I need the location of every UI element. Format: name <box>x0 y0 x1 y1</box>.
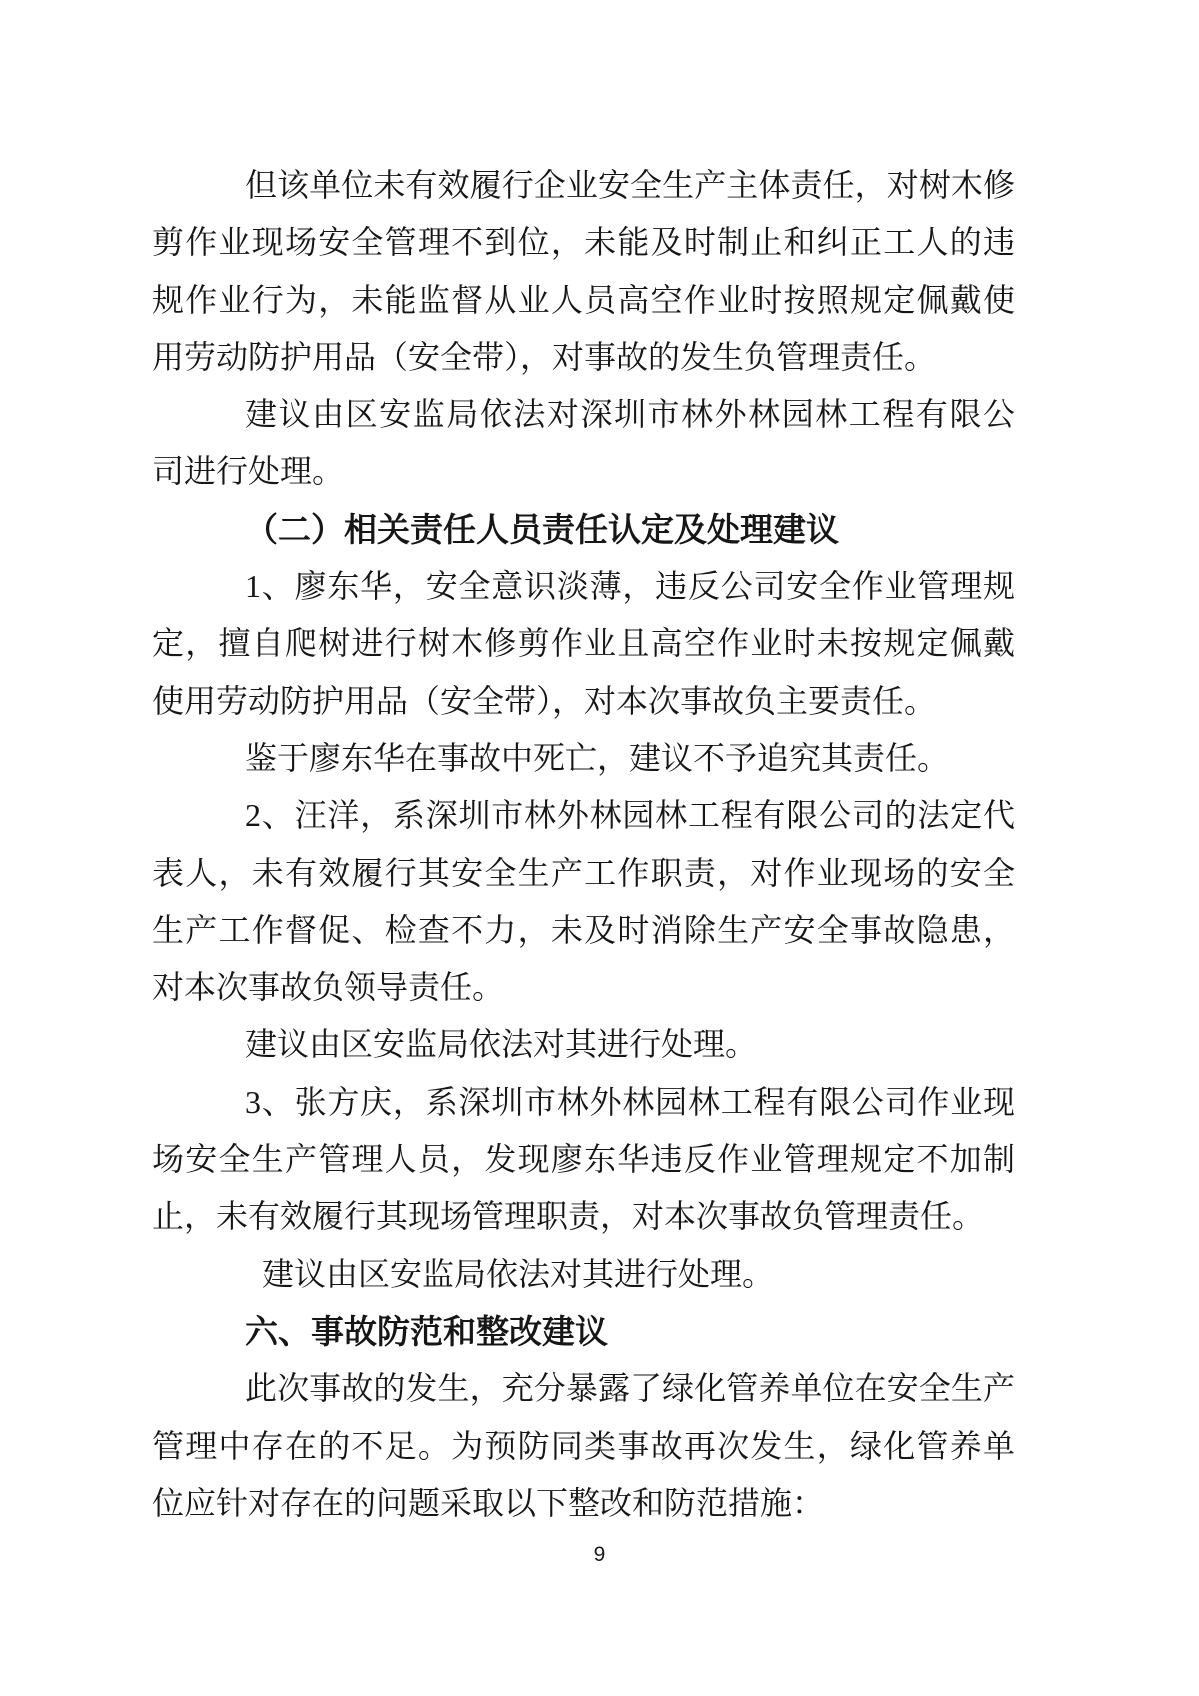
text-line: 对本次事故负领导责任。 <box>152 969 505 1006</box>
text-line: 建议由区安监局依法对其进行处理。 <box>262 1255 775 1292</box>
text-line: 止，未有效履行其现场管理职责，对本次事故负管理责任。 <box>152 1198 985 1235</box>
text-line: 1、廖东华，安全意识淡薄，违反公司安全作业管理规 <box>245 568 1015 605</box>
page-number: 9 <box>593 1543 606 1566</box>
text-line: 3、张方庆，系深圳市林外林园林工程有限公司作业现 <box>245 1083 1015 1120</box>
text-line: 司进行处理。 <box>152 453 345 490</box>
text-line: 但该单位未有效履行企业安全生产主体责任，对树木修 <box>245 167 1015 203</box>
text-line: 使用劳动防护用品（安全带），对本次事故负主要责任。 <box>152 682 937 719</box>
text-line: 鉴于廖东华在事故中死亡，建议不予追究其责任。 <box>245 739 950 776</box>
section-heading-prevention-measures: 六、事故防范和整改建议 <box>245 1312 608 1350</box>
text-line: 建议由区安监局依法对深圳市林外林园林工程有限公 <box>245 396 1015 433</box>
text-line: 剪作业现场安全管理不到位，未能及时制止和纠正工人的违 <box>152 224 1015 261</box>
text-line: 建议由区安监局依法对其进行处理。 <box>245 1026 758 1063</box>
document-body <box>152 157 1015 1532</box>
text-line: 管理中存在的不足。为预防同类事故再次发生，绿化管养单 <box>152 1427 1015 1464</box>
text-line: 此次事故的发生，充分暴露了绿化管养单位在安全生产 <box>245 1370 1015 1407</box>
section-heading-responsible-persons: （二）相关责任人员责任认定及处理建议 <box>245 510 839 548</box>
text-line: 位应针对存在的问题采取以下整改和防范措施： <box>152 1484 825 1521</box>
text-line: 用劳动防护用品（安全带），对事故的发生负管理责任。 <box>152 338 937 375</box>
text-line: 规作业行为，未能监督从业人员高空作业时按照规定佩戴使 <box>152 281 1015 318</box>
text-line: 场安全生产管理人员，发现廖东华违反作业管理规定不加制 <box>152 1141 1015 1178</box>
text-line: 表人，未有效履行其安全生产工作职责，对作业现场的安全 <box>152 854 1015 891</box>
text-line: 定，擅自爬树进行树木修剪作业且高空作业时未按规定佩戴 <box>152 625 1015 662</box>
text-line: 2、汪洋，系深圳市林外林园林工程有限公司的法定代 <box>245 797 1015 834</box>
text-line: 生产工作督促、检查不力，未及时消除生产安全事故隐患， <box>152 911 1015 948</box>
